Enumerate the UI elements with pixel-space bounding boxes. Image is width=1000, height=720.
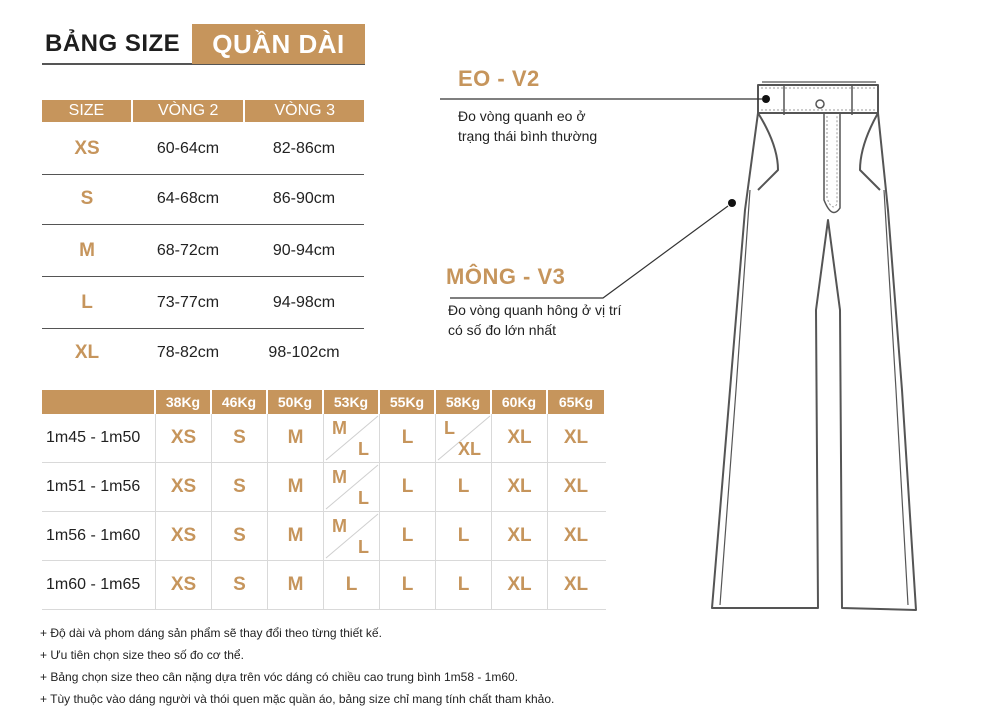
- title-size-table: BẢNG SIZE: [45, 30, 181, 57]
- note-item: + Ưu tiên chọn size theo số đo cơ thể.: [40, 648, 244, 662]
- split-size-upper: M: [332, 418, 347, 438]
- weight-header: 46Kg: [212, 390, 268, 414]
- waist-cell: 64-68cm: [156, 190, 220, 207]
- size-recommendation-cell: XL: [492, 463, 548, 511]
- size-recommendation-cell: M: [268, 463, 324, 511]
- split-size-lower: L: [358, 488, 369, 508]
- split-size-lower: L: [358, 537, 369, 557]
- weight-header: 38Kg: [156, 390, 212, 414]
- size-recommendation-cell: XS: [156, 463, 212, 511]
- size-recommendation-cell: L: [380, 414, 436, 462]
- weight-header: 58Kg: [436, 390, 492, 414]
- hip-description: [448, 300, 621, 340]
- hip-cell: 98-102cm: [268, 344, 340, 361]
- note-item: + Độ dài và phom dáng sản phẩm sẽ thay đổi theo từng thiết kế.: [40, 626, 382, 640]
- waist-desc-line: trạng thái bình thường: [458, 128, 598, 144]
- size-recommendation-cell: L: [436, 561, 492, 609]
- height-cell: 1m51 - 1m56: [42, 463, 156, 511]
- split-size-upper: L: [444, 418, 455, 438]
- size-recommendation-cell: XL: [563, 574, 589, 595]
- hip-header: VÒNG 3: [274, 102, 335, 119]
- size-recommendation-cell: [324, 512, 380, 560]
- size-cell: XL: [74, 342, 100, 363]
- waist-description: [458, 106, 597, 146]
- waist-cell: 68-72cm: [156, 242, 220, 259]
- waist-cell: 73-77cm: [156, 294, 220, 311]
- hip-cell: 86-90cm: [272, 190, 336, 207]
- button-icon: [816, 100, 824, 108]
- hip-cell: 82-86cm: [272, 140, 336, 157]
- waist-header: VÒNG 2: [133, 100, 246, 122]
- height-cell: 1m45 - 1m50: [42, 414, 156, 462]
- size-cell: S: [80, 188, 94, 209]
- hip-cell: 94-98cm: [272, 294, 336, 311]
- weight-header-blank: [42, 390, 156, 414]
- size-cell: XS: [74, 138, 100, 159]
- size-recommendation-cell: XL: [563, 427, 589, 448]
- height-cell: 1m60 - 1m65: [42, 561, 156, 609]
- hip-marker: [728, 199, 736, 207]
- waist-label: EO - V2: [458, 66, 540, 91]
- hip-label: MÔNG - V3: [446, 264, 566, 289]
- size-recommendation-cell: XS: [156, 561, 212, 609]
- size-recommendation-cell: XL: [563, 476, 589, 497]
- size-recommendation-cell: XL: [492, 414, 548, 462]
- size-recommendation-cell: L: [380, 561, 436, 609]
- waist-desc-line: Đo vòng quanh eo ở: [458, 108, 586, 124]
- size-recommendation-cell: L: [380, 463, 436, 511]
- size-recommendation-cell: S: [212, 561, 268, 609]
- waist-marker: [762, 95, 770, 103]
- size-recommendation-cell: M: [268, 414, 324, 462]
- size-table-row: [42, 174, 364, 225]
- weight-header: 60Kg: [492, 390, 548, 414]
- title-product: QUẦN DÀI: [192, 24, 365, 64]
- size-recommendation-cell: L: [380, 512, 436, 560]
- size-cell: M: [79, 240, 95, 261]
- weight-header: 50Kg: [268, 390, 324, 414]
- hip-cell: 90-94cm: [272, 242, 336, 259]
- split-size-upper: M: [332, 516, 347, 536]
- size-table-row: [42, 328, 364, 378]
- size-table-row: [42, 124, 364, 175]
- split-size-upper: M: [332, 467, 347, 487]
- split-size-lower: XL: [457, 439, 481, 459]
- waist-cell: 60-64cm: [156, 140, 220, 157]
- weight-header: 53Kg: [324, 390, 380, 414]
- size-recommendation-cell: [324, 463, 380, 511]
- pants-outline: [712, 82, 916, 610]
- size-recommendation-cell: L: [436, 512, 492, 560]
- weight-header: 65Kg: [548, 390, 604, 414]
- notes: [40, 622, 554, 710]
- size-recommendation-cell: M: [268, 512, 324, 560]
- hip-desc-line: có số đo lớn nhất: [448, 322, 557, 338]
- size-table-row: [42, 226, 364, 277]
- size-recommendation-cell: XL: [492, 561, 548, 609]
- note-item: + Bảng chọn size theo cân nặng dựa trên vóc dáng có chiều cao trung bình 1m58 - 1m60.: [40, 670, 519, 684]
- size-recommendation-cell: XS: [156, 512, 212, 560]
- size-recommendation-cell: M: [268, 561, 324, 609]
- split-size-lower: L: [358, 439, 369, 459]
- hip-desc-line: Đo vòng quanh hông ở vị trí: [448, 302, 622, 318]
- waist-cell: 78-82cm: [156, 344, 220, 361]
- size-recommendation-cell: [324, 414, 380, 462]
- size-table-row: [42, 278, 364, 329]
- size-recommendation-cell: XS: [156, 414, 212, 462]
- size-recommendation-cell: S: [212, 463, 268, 511]
- note-item: + Tùy thuộc vào dáng người và thói quen mặc quần áo, bảng size chỉ mang tính chất tham khảo.: [40, 692, 555, 706]
- size-recommendation-cell: S: [212, 512, 268, 560]
- size-recommendation-cell: XL: [563, 525, 589, 546]
- size-table-header: [42, 100, 364, 122]
- size-recommendation-cell: L: [436, 463, 492, 511]
- size-recommendation-cell: L: [324, 561, 380, 609]
- height-cell: 1m56 - 1m60: [42, 512, 156, 560]
- size-recommendation-cell: XL: [492, 512, 548, 560]
- size-cell: L: [81, 292, 93, 313]
- size-recommendation-cell: S: [212, 414, 268, 462]
- weight-header: 55Kg: [380, 390, 436, 414]
- size-header: SIZE: [42, 100, 133, 122]
